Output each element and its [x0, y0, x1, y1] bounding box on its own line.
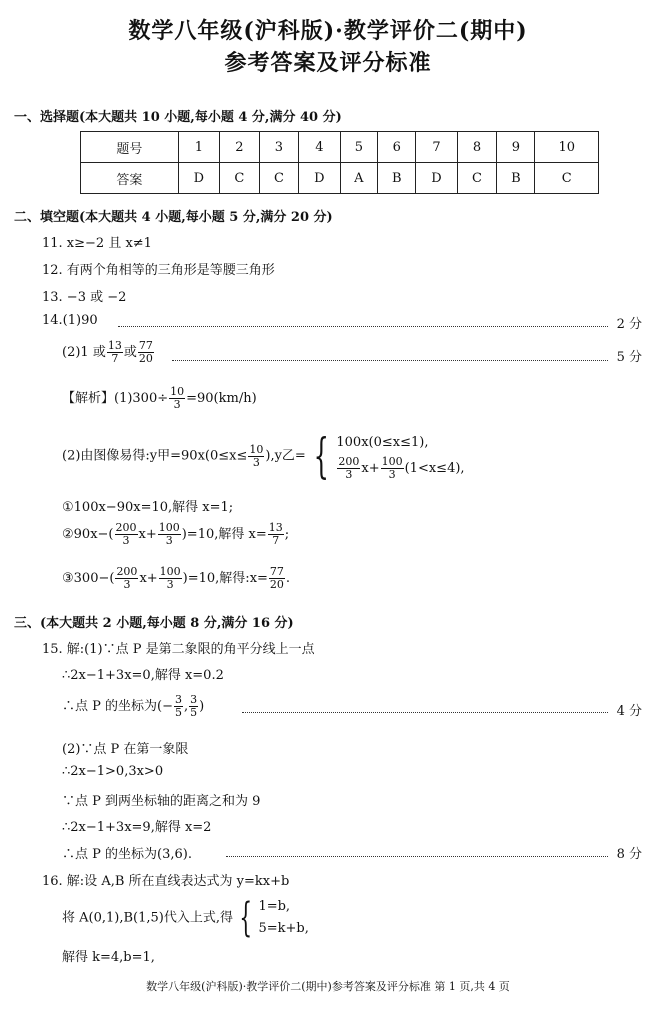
q16-line1: 16. 解:设 A,B 所在直线表达式为 y=kx+b [42, 874, 290, 889]
question-number-cell: 10 [535, 132, 599, 163]
equation-system [258, 896, 308, 940]
case-line: 100x(0≤x≤1), [336, 435, 429, 450]
denominator: 3 [345, 468, 353, 481]
question-number-cell: 1 [178, 132, 219, 163]
text: (2)1 或 [62, 345, 106, 360]
numerator: 10 [170, 385, 185, 398]
fraction [174, 694, 183, 719]
case-two [62, 522, 289, 547]
denominator: 7 [272, 534, 280, 547]
numerator: 13 [107, 339, 122, 352]
numerator: 3 [190, 693, 198, 706]
dot-leader [172, 360, 608, 361]
fraction [248, 444, 264, 469]
text: , [183, 699, 189, 714]
case-one: ①100x−90x=10,解得 x=1; [62, 500, 234, 515]
section-heading-fill: 二、填空题(本大题共 4 小题,每小题 5 分,满分 20 分) [14, 210, 333, 225]
answer-cell: D [299, 163, 340, 194]
fraction [138, 340, 154, 365]
brace: { [313, 428, 329, 484]
answer-cell: C [259, 163, 299, 194]
q15-line3 [62, 694, 204, 719]
denominator: 3 [166, 578, 174, 591]
q15-line2: ∴2x−1+3x=0,解得 x=0.2 [62, 668, 224, 683]
answer-q13: 13. −3 或 −2 [42, 290, 127, 305]
text: ②90x−( [62, 527, 114, 542]
page-subtitle: 参考答案及评分标准 [224, 50, 432, 76]
answer-table [80, 131, 599, 194]
text: . [285, 571, 291, 586]
denominator: 5 [174, 706, 182, 719]
denominator: 3 [173, 398, 181, 411]
denominator: 5 [190, 706, 198, 719]
fraction [337, 456, 360, 481]
analysis-part2 [62, 430, 465, 482]
answer-cell: D [178, 163, 219, 194]
numerator: 13 [268, 521, 283, 534]
denominator: 3 [123, 578, 131, 591]
piecewise-cases [336, 430, 464, 482]
table-row-numbers [81, 132, 599, 163]
text: 或 [123, 345, 137, 360]
denominator: 20 [269, 578, 284, 591]
denominator: 7 [111, 352, 119, 365]
denominator: 3 [165, 534, 173, 547]
text: x+ [138, 527, 157, 542]
fraction [158, 522, 181, 547]
text: )=10,解得:x= [182, 571, 268, 586]
answer-q14-part2 [62, 340, 155, 365]
denominator: 3 [388, 468, 396, 481]
answer-q12: 12. 有两个角相等的三角形是等腰三角形 [42, 263, 275, 278]
q15-line5: ∴2x−1>0,3x>0 [62, 764, 164, 779]
section-heading-solve: 三、(本大题共 2 小题,每小题 8 分,满分 16 分) [14, 616, 294, 631]
page-title: 数学八年级(沪科版)·教学评价二(期中) [128, 18, 528, 44]
analysis-part1 [62, 386, 257, 411]
section-heading-choice: 一、选择题(本大题共 10 小题,每小题 4 分,满分 40 分) [14, 110, 342, 125]
answer-cell: B [497, 163, 535, 194]
case-three [62, 566, 290, 591]
dot-leader [242, 712, 608, 713]
answer-q14-part1: 14.(1)90 [42, 313, 98, 328]
score-label: 5 分 [616, 350, 642, 365]
text: 【解析】(1)300÷ [62, 391, 169, 406]
numerator: 3 [174, 693, 182, 706]
numerator: 100 [381, 455, 403, 468]
q16-line3: 解得 k=4,b=1, [62, 950, 155, 965]
fraction [381, 456, 404, 481]
q15-line6: ∵点 P 到两坐标轴的距离之和为 9 [62, 794, 261, 809]
dot-leader [118, 326, 608, 327]
case-line: 5=k+b, [258, 921, 309, 936]
answer-cell: A [340, 163, 378, 194]
answer-cell: C [535, 163, 599, 194]
text: ),y乙= [265, 448, 306, 464]
question-number-cell: 2 [220, 132, 260, 163]
fraction [107, 340, 123, 365]
q15-line1: 15. 解:(1)∵点 P 是第二象限的角平分线上一点 [42, 642, 315, 657]
question-number-cell: 5 [340, 132, 378, 163]
answer-cell: B [378, 163, 416, 194]
question-number-cell: 9 [497, 132, 535, 163]
text: 将 A(0,1),B(1,5)代入上式,得 [62, 910, 233, 926]
numerator: 200 [116, 565, 138, 578]
row-label: 题号 [81, 132, 179, 163]
q16-line2 [62, 896, 309, 940]
q15-line7: ∴2x−1+3x=9,解得 x=2 [62, 820, 212, 835]
answer-cell: D [416, 163, 457, 194]
text: ∴点 P 的坐标为(− [62, 699, 173, 714]
fraction [268, 522, 284, 547]
page-footer: 数学八年级(沪科版)·教学评价二(期中)参考答案及评分标准 第 1 页,共 4 页 [146, 980, 510, 993]
score-label: 8 分 [616, 847, 642, 862]
text: ) [199, 699, 205, 714]
score-label: 4 分 [616, 704, 642, 719]
text: x+ [361, 461, 380, 476]
question-number-cell: 7 [416, 132, 457, 163]
question-number-cell: 6 [378, 132, 416, 163]
case-line: 1=b, [258, 899, 291, 914]
numerator: 200 [115, 521, 137, 534]
text: =90(km/h) [186, 391, 257, 406]
text: (1<x≤4), [404, 461, 465, 476]
answer-cell: C [220, 163, 260, 194]
question-number-cell: 8 [457, 132, 497, 163]
numerator: 77 [138, 339, 153, 352]
fraction [269, 566, 285, 591]
brace: { [239, 895, 253, 941]
fraction [115, 522, 138, 547]
text: )=10,解得 x= [181, 527, 267, 542]
denominator: 3 [122, 534, 130, 547]
numerator: 200 [338, 455, 360, 468]
q15-line4: (2)∵点 P 在第一象限 [62, 742, 189, 757]
q15-line8: ∴点 P 的坐标为(3,6). [62, 847, 192, 862]
question-number-cell: 3 [259, 132, 299, 163]
fraction [169, 386, 185, 411]
score-label: 2 分 [616, 317, 642, 332]
text: ; [284, 527, 290, 542]
row-label: 答案 [81, 163, 179, 194]
fraction [159, 566, 182, 591]
numerator: 100 [158, 521, 180, 534]
table-row-answers [81, 163, 599, 194]
dot-leader [226, 856, 608, 857]
numerator: 10 [249, 442, 264, 456]
answer-q11: 11. x≥−2 且 x≠1 [42, 236, 152, 251]
case-line [336, 456, 464, 482]
text: ③300−( [62, 571, 115, 586]
fraction [115, 566, 138, 591]
numerator: 100 [159, 565, 181, 578]
denominator: 20 [138, 352, 153, 365]
text: x+ [139, 571, 158, 586]
numerator: 77 [269, 565, 284, 578]
answer-cell: C [457, 163, 497, 194]
denominator: 3 [252, 455, 260, 469]
text: (2)由图像易得:y甲=90x(0≤x≤ [62, 448, 248, 464]
fraction [189, 694, 198, 719]
question-number-cell: 4 [299, 132, 340, 163]
